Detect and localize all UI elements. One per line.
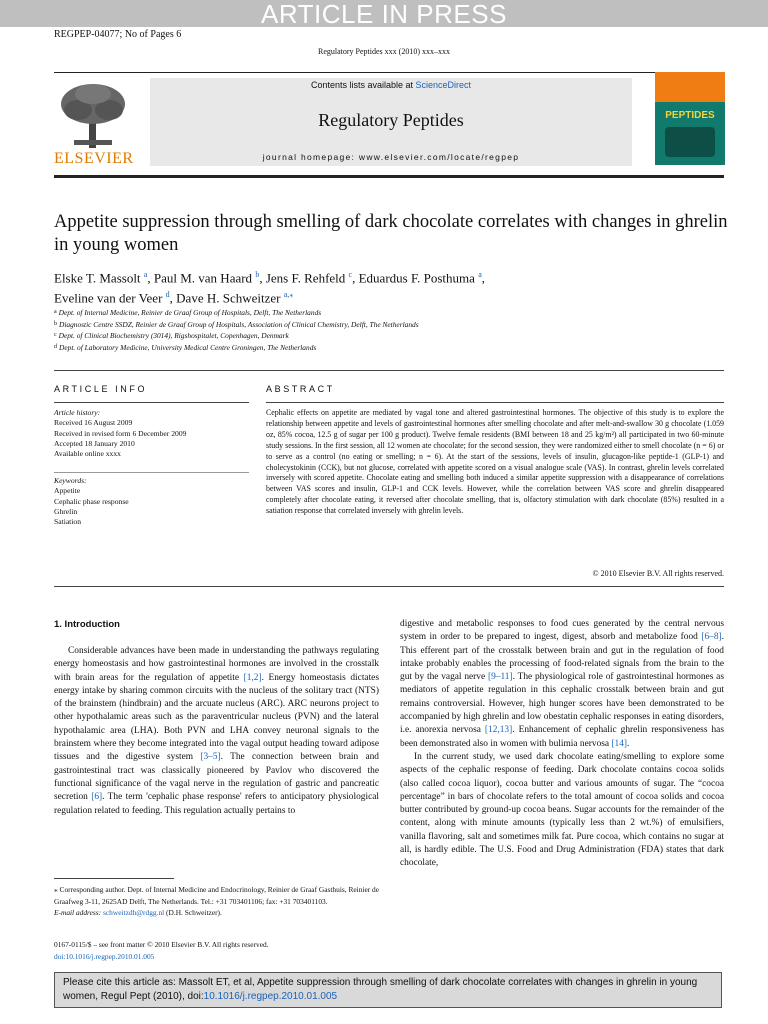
journal-reference: Regulatory Peptides xxx (2010) xxx–xxx (318, 47, 450, 56)
abstract-text: Cephalic effects on appetite are mediated by vagal tone and altered gastrointestinal hormones. The objective of this study is to explore the relationship between appetite and levels of gastrointestinal hormones after smelling chocolate and after melt-and-swallow 30 g chocolate (1.059 oz, 85% cocoa, 12.5 g of sugar per 100 g product). Twelve female residents (BMI between 18 and 25 kg/m²) all participated in two 60-minute study sessions. In the first session, all 12 women ate chocolate; for the second session, they were randomized either to smell chocolate (n = 6) or to serve as a control (no eating or smelling; n = 6). At the start of the sessions, levels of insulin, glucagon-like peptide-1 (GLP-1) and cholecystokinin (CCK), but not glucose, correlated with appetite scored on a visual analogue scale (VAS). In contrast, ghrelin levels correlated inversely with scored appetite. Chocolate eating and smelling both induced a similar appetite suppression with a disappearance of correlations between VAS scores and insulin, GLP-1 and CCK levels. However, while the correlation between VAS score and ghrelin disappeared completely after chocolate eating, it reversed after chocolate smelling, that is, olfactory stimulation with dark chocolate (85%) resulted in a satiation response that correlated inversely with ghrelin levels. (266, 408, 724, 516)
author-list: Elske T. Massolt $^a$, Paul M. van Haard $^b$, Jens F. Rehfeld $^c$, Eduardus F. Posthuma $^a$, Eveline van der Veer $^d$, Dave H. Schweitzer $^{a,⁎}$ (54, 270, 485, 306)
citation-link[interactable]: [14] (611, 738, 628, 749)
article-title: Appetite suppression through smelling of dark chocolate correlates with changes in ghrelin in young women (54, 212, 728, 255)
issn-line (54, 939, 381, 962)
keywords (54, 476, 249, 527)
keyword: Satiation (54, 517, 81, 527)
email-link[interactable]: schweitzdh@rdgg.nl (103, 908, 165, 918)
author-name: Eveline van der Veer (54, 290, 163, 306)
sciencedirect-link[interactable]: ScienceDirect (415, 80, 472, 90)
header-rule-bottom (54, 175, 724, 178)
contents-prefix: Contents lists available at (310, 80, 416, 90)
email-label: E-mail address: (54, 908, 103, 918)
paragraph: Considerable advances have been made in understanding the pathways regulating energy homeostasis and how gastrointestinal hormones are involved in the crosstalk with brain areas for the regulation of appetite [1,2]. Energy homeostasis dictates energy intake by sharing common circuits with the nucleus of the solitary tract (NTS) of the brainstem (hindbrain) and the arcuate nucleus (ARC). ARC neurons project to other hypothalamic areas such as the paraventricular nucleus (PVN) and the lateral hypothalamic area (LHA). Both PVN and LHA convey neuronal signals to the brainstem where they become integrated into the vagal output heading toward adipose tissues and the digestive system [3–5]. The connection between brain and gastrointestinal tract was classically pioneered by Pavlov who discovered the functional significance of the vagal nerve in the regulation of gastric and pancreatic secretion [6]. The term 'cephalic phase response' refers to anticipatory physiological regulation related to feeding. This regulation actually pertains to (54, 646, 379, 816)
footnote-rule (54, 878, 174, 879)
history-date: Received in revised form 6 December 2009 (54, 428, 187, 438)
cite-doi-link[interactable]: 10.1016/j.regpep.2010.01.005 (203, 990, 338, 1002)
abstract-rule (266, 402, 724, 403)
author-affil-marker[interactable]: b (255, 270, 260, 279)
author-affil-marker[interactable]: c (348, 270, 353, 279)
author-name: Jens F. Rehfeld (265, 270, 346, 286)
elsevier-wordmark: ELSEVIER (54, 150, 134, 167)
info-divider (54, 472, 249, 473)
article-in-press-banner: ARTICLE IN PRESS (0, 0, 768, 27)
cover-illustration (665, 127, 715, 157)
paragraph: digestive and metabolic responses to food cues generated by the central nervous system in order to be prepared to ingest, digest, absorb and metabolize food [6–8]. This efferent part of the crosstalk between brain and gut in the regulation of food intake probably enables the processing of food-related signals from the brain to the gut by the vagal nerve [9–11]. The physiological role of gastrointestinal hormones as mediators of appetite regulation in this cephalic crosstalk between brain and gut remains controversial. However, high hunger scores have been demonstrated to be accompanied by high ghrelin and low obestatin cephalic responses in eating disorders, i.e. anorexia nervosa [12,13]. Enhancement of cephalic ghrelin responsiveness has been demonstrated also in women with bulimia nervosa [14]. (400, 619, 724, 749)
citation-link[interactable]: [6–8] (701, 632, 722, 643)
affiliation: $^b$ Diagnostic Centre SSDZ, Reinier de Graaf Group of Hospitals, Association of Clinical Chemistry, Delft, The Netherlands (54, 319, 419, 329)
contents-lists-line (150, 80, 632, 90)
introduction-heading: 1. Introduction (54, 619, 120, 630)
keywords-label: Keywords: (54, 476, 87, 485)
header-rule-top (54, 72, 724, 73)
affiliation-list (54, 307, 724, 353)
author-name: Elske T. Massolt (54, 270, 141, 286)
corresponding-author-footnote (54, 884, 381, 919)
author-name: Paul M. van Haard (153, 270, 253, 286)
citation-link[interactable]: [6] (91, 792, 103, 803)
paragraph: In the current study, we used dark chocolate eating/smelling to explore some aspects of the cephalic response of feeding. Dark chocolate contains cocoa solids (also called cocoa liquor), cocoa butter and various amounts of sugar. The “cocoa percentage” in bars of chocolate refers to the total amount of cocoa solids and cocoa butter contributed by ground-up cocoa beans. Sugar accounts for the remainder of the content, along with minute amounts (typically less than 2 wt.%) of emulsifiers, vanilla flavoring, salt and sometimes milk fat. Pure cocoa, which contains no sugar at all, is hardly edible. The U.S. Food and Drug Administration (FDA) states that dark chocolate, (400, 751, 724, 869)
history-label: Article history: (54, 408, 101, 417)
keyword: Ghrelin (54, 506, 78, 516)
body-column-left (54, 645, 379, 818)
author-affil-marker[interactable]: d (165, 290, 170, 300)
citation-link[interactable]: [9–11] (487, 672, 513, 683)
email-tail: (D.H. Schweitzer). (164, 908, 222, 918)
info-rule (54, 402, 249, 403)
author-affil-marker[interactable]: a,⁎ (283, 290, 294, 300)
document-id: REGPEP-04077; No of Pages 6 (54, 29, 182, 40)
history-date: Accepted 18 January 2010 (54, 438, 135, 448)
keyword: Cephalic phase response (54, 496, 129, 506)
copyright-line: © 2010 Elsevier B.V. All rights reserved. (592, 569, 724, 578)
front-matter-line: 0167-0115/$ – see front matter © 2010 Elsevier B.V. All rights reserved. (54, 940, 269, 949)
history-date: Available online xxxx (54, 449, 121, 459)
journal-masthead (150, 78, 632, 166)
history-date: Received 16 August 2009 (54, 418, 133, 428)
affiliation: $^c$ Dept. of Clinical Biochemistry (3014), Rigshospitalet, Copenhagen, Denmark (54, 331, 289, 341)
abstract-bottom-rule (54, 586, 724, 587)
cite-text: Please cite this article as: Massolt ET, et al, Appetite suppression through smelling of dark chocolate correlates with changes in ghrelin in young women, Regul Pept (2010), doi: (63, 977, 698, 1002)
section-rule (54, 370, 724, 371)
journal-title: Regulatory Peptides (318, 110, 464, 130)
abstract-heading: ABSTRACT (266, 384, 335, 394)
cite-this-article-box (54, 972, 722, 1008)
journal-homepage[interactable]: journal homepage: www.elsevier.com/locate/regpep (262, 152, 520, 162)
author-affil-marker[interactable]: a (143, 270, 148, 279)
article-info-heading: ARTICLE INFO (54, 384, 148, 394)
citation-link[interactable]: [12,13] (484, 725, 513, 736)
footnote-text: ⁎ Corresponding author. Dept. of Internal Medicine and Endocrinology, Reinier de Graaf Gasthuis, Reinier de Graafweg 3-11, 2625AD Delft, The Netherlands. Tel.: +31 703401106; fax: +31 703401103. (54, 885, 380, 906)
body-column-right (400, 618, 724, 871)
journal-cover-image (655, 72, 725, 165)
keyword: Appetite (54, 486, 81, 496)
citation-link[interactable]: [1,2] (243, 672, 262, 683)
author-affil-marker[interactable]: a (478, 270, 482, 279)
citation-link[interactable]: [3–5] (200, 752, 221, 763)
affiliation: $^d$ Dept. of Laboratory Medicine, University Medical Centre Groningen, The Netherlands (54, 342, 317, 352)
affiliation: $^a$ Dept. of Internal Medicine, Reinier de Graaf Group of Hospitals, Delft, The Netherlands (54, 308, 322, 317)
author-name: Eduardus F. Posthuma (358, 270, 475, 286)
cover-top-band (655, 72, 725, 102)
article-history (54, 408, 249, 459)
doi-link[interactable]: doi:10.1016/j.regpep.2010.01.005 (54, 951, 155, 961)
author-name: Dave H. Schweitzer (176, 290, 281, 306)
cover-title: PEPTIDES (665, 110, 715, 121)
